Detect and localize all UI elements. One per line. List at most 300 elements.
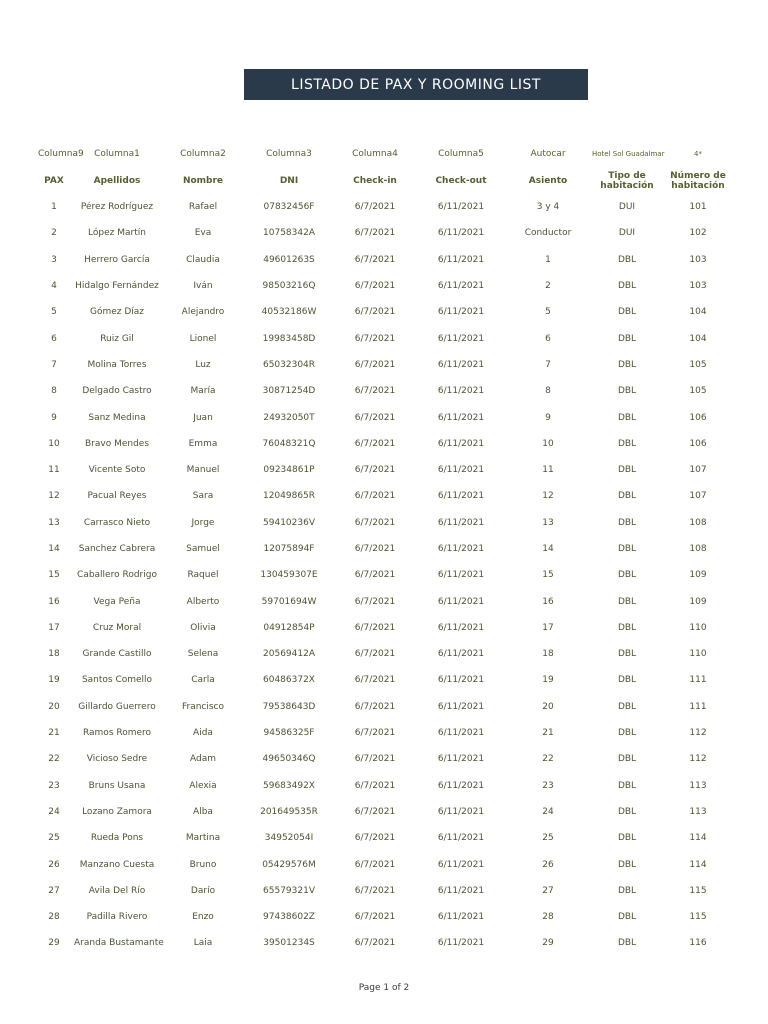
table-cell: DUI [618,228,636,239]
table-row [34,641,734,667]
table-cell: 22 [48,754,60,765]
table-cell: DBL [617,359,637,370]
table-cell: DBL [617,491,637,502]
table-cell: DBL [617,333,637,344]
table-cell: 6/7/2021 [354,254,396,265]
table-row [34,352,734,378]
table-cell: 6/11/2021 [437,859,485,870]
table-cell: 6/7/2021 [354,359,396,370]
table-row [34,773,734,799]
table-cell: 6/7/2021 [354,438,396,449]
table-cell: 24 [48,806,60,817]
table-cell: 201649535R [260,806,318,817]
table-cell: 20 [48,701,60,712]
table-cell: Grande Castillo [82,649,152,660]
table-cell: DBL [617,438,637,449]
table-cell: 113 [689,780,707,791]
table-cell: 105 [689,359,707,370]
table-cell: 6/11/2021 [437,754,485,765]
table-cell: 17 [542,622,554,633]
table-cell: Padilla Rivero [86,912,148,923]
table-cell: 6/7/2021 [354,780,396,791]
table-cell: 6/11/2021 [437,359,485,370]
table-cell: DBL [617,938,637,949]
table-cell: 27 [48,885,60,896]
table-cell: 7 [51,359,57,370]
table-cell: 6/7/2021 [354,333,396,344]
table-row [34,247,734,273]
table-row [34,220,734,246]
table-cell: Bravo Mendes [84,438,150,449]
table-cell: DBL [617,412,637,423]
table-cell: 6/11/2021 [437,675,485,686]
table-cell: 16 [48,596,60,607]
column-name: Columna1 [94,149,140,159]
table-cell: Alberto [186,596,220,607]
table-cell: DBL [617,833,637,844]
table-row [34,878,734,904]
table-cell: 1 [51,202,57,213]
table-cell: 16 [542,596,554,607]
table-cell: 2 [51,228,57,239]
table-cell: DBL [617,544,637,554]
table-cell: 103 [689,254,707,265]
table-cell: 6/11/2021 [437,885,485,896]
table-cell: 6/11/2021 [437,517,485,528]
table-cell: 10758342A [263,228,315,239]
table-cell: Samuel [186,544,220,554]
table-cell: 79538643D [262,701,316,712]
table-cell: 12 [48,491,60,502]
table-cell: 6/11/2021 [437,254,485,265]
table-cell: Aranda Bustamante [74,938,164,949]
table-body [34,194,734,957]
table-cell: 1 [545,254,551,265]
table-cell: 6/11/2021 [437,701,485,712]
table-cell: 8 [545,386,551,397]
header-cell: Check-in [353,176,397,186]
table-row [34,299,734,325]
table-cell: 6/11/2021 [437,570,485,581]
header-cell: DNI [279,176,299,186]
table-cell: 6/11/2021 [437,622,485,633]
table-cell: Rueda Pons [90,833,144,844]
table-cell: 111 [689,701,707,712]
table-cell: 7 [545,359,551,370]
table-row [34,825,734,851]
table-cell: 12049865R [262,491,316,502]
table-cell: Adam [190,754,216,765]
table-cell: 114 [689,859,707,870]
table-cell: 14 [48,544,60,554]
table-cell: 19 [542,675,554,686]
table-cell: Alejandro [181,307,225,318]
table-cell: 18 [542,649,554,660]
table-cell: 25 [542,833,554,844]
table-cell: 20569412A [263,649,315,660]
table-cell: Hidalgo Fernández [75,281,159,292]
table-cell: 105 [689,386,707,397]
header-cell: Check-out [435,176,487,186]
table-cell: Carrasco Nieto [83,517,151,528]
table-row [34,378,734,404]
table-cell: 6/11/2021 [437,386,485,397]
table-cell: 6/7/2021 [354,570,396,581]
table-cell: 09234861P [263,465,315,476]
column-name: Columna5 [438,149,484,159]
table-cell: 110 [689,649,707,660]
table-cell: 04912854P [263,622,315,633]
table-cell: 113 [689,806,707,817]
table-cell: 104 [689,307,707,318]
table-cell: DBL [617,622,637,633]
table-cell: 39501234S [263,938,315,949]
table-cell: 26 [542,859,554,870]
column-name: Columna4 [352,149,398,159]
table-cell: 6/11/2021 [437,912,485,923]
table-cell: Molina Torres [87,359,147,370]
table-cell: 6/7/2021 [354,491,396,502]
table-cell: María [190,386,216,397]
table-cell: 26 [48,859,60,870]
table-cell: López Martín [88,228,146,239]
table-cell: Conductor [524,228,572,239]
table-cell: DBL [617,570,637,581]
column-name: Autocar [530,149,566,159]
table-cell: 10 [48,438,60,449]
table-cell: 05429576M [262,859,316,870]
table-cell: 14 [542,544,554,554]
table-cell: 6/7/2021 [354,806,396,817]
table-cell: 27 [542,885,554,896]
table-cell: 2 [545,281,551,292]
table-cell: DBL [617,701,637,712]
table-cell: 6/7/2021 [354,938,396,949]
header-cell: Tipo de habitación [600,171,654,191]
table-cell: Raquel [187,570,219,581]
table-cell: 12075894F [263,544,315,554]
table-cell: 6/11/2021 [437,228,485,239]
table-cell: 9 [51,412,57,423]
page-footer: Page 1 of 2 [358,983,410,993]
table-cell: 6/7/2021 [354,885,396,896]
table-cell: 28 [542,912,554,923]
table-cell: Juan [193,412,213,423]
table-cell: 104 [689,333,707,344]
table-cell: 115 [689,885,707,896]
table-cell: 24 [542,806,554,817]
column-name: 4* [694,150,702,158]
table-cell: 29 [48,938,60,949]
table-cell: DBL [617,254,637,265]
table-row [34,457,734,483]
table-cell: 107 [689,465,707,476]
table-cell: 4 [51,281,57,292]
table-cell: Enzo [192,912,214,923]
table-cell: 6/11/2021 [437,649,485,660]
table-cell: DBL [617,675,637,686]
table-cell: 6/11/2021 [437,596,485,607]
table-cell: 106 [689,412,707,423]
table-cell: 110 [689,622,707,633]
table-cell: Eva [194,228,212,239]
table-cell: 59701694W [261,596,317,607]
page-title: LISTADO DE PAX Y ROOMING LIST [244,69,588,100]
table-cell: 13 [48,517,60,528]
table-cell: 8 [51,386,57,397]
table-cell: 6 [545,333,551,344]
table-cell: 21 [48,728,60,739]
table-cell: Vicente Soto [88,465,146,476]
table-row [34,904,734,930]
table-cell: Laia [193,938,213,949]
table-cell: Gillardo Guerrero [78,701,156,712]
table-cell: Manuel [186,465,220,476]
table-row [34,510,734,536]
table-cell: 6/7/2021 [354,517,396,528]
table-cell: 18 [48,649,60,660]
table-cell: 9 [545,412,551,423]
table-cell: 13 [542,517,554,528]
table-cell: Ramos Romero [82,728,152,739]
table-cell: 108 [689,544,707,554]
table-cell: 59683492X [263,780,315,791]
table-cell: DBL [617,596,637,607]
header-row [34,168,734,194]
rooming-table [34,140,734,957]
table-cell: 6/7/2021 [354,833,396,844]
table-cell: 6/11/2021 [437,806,485,817]
table-cell: DUI [618,202,636,213]
table-cell: 6/7/2021 [354,386,396,397]
table-cell: Alexia [189,780,217,791]
table-cell: 15 [48,570,60,581]
table-cell: 24932050T [263,412,315,423]
table-row [34,483,734,509]
table-cell: 6/11/2021 [437,833,485,844]
column-name: Columna9 [38,149,84,159]
table-cell: Bruno [189,859,217,870]
table-cell: 49601263S [263,254,315,265]
table-cell: DBL [617,386,637,397]
table-cell: 28 [48,912,60,923]
table-cell: 6/7/2021 [354,675,396,686]
table-cell: 6/7/2021 [354,412,396,423]
table-cell: Ruiz Gil [100,333,134,344]
table-cell: 109 [689,570,707,581]
table-row [34,930,734,956]
table-row [34,851,734,877]
table-cell: 3 y 4 [536,202,560,213]
table-cell: Caballero Rodrigo [77,570,157,581]
table-cell: 6/7/2021 [354,728,396,739]
table-cell: 29 [542,938,554,949]
table-row [34,431,734,457]
table-cell: 107 [689,491,707,502]
column-names-row [34,140,734,168]
table-cell: 6 [51,333,57,344]
table-cell: DBL [617,806,637,817]
table-cell: 103 [689,281,707,292]
table-cell: 65579321V [263,885,315,896]
table-cell: 111 [689,675,707,686]
table-cell: Lozano Zamora [82,806,152,817]
table-cell: 6/7/2021 [354,465,396,476]
table-row [34,536,734,562]
table-cell: DBL [617,780,637,791]
table-cell: DBL [617,754,637,765]
table-cell: Sanz Medina [88,412,146,423]
table-cell: Pérez Rodríguez [80,202,154,213]
table-cell: 5 [51,307,57,318]
table-cell: 106 [689,438,707,449]
table-cell: 108 [689,517,707,528]
table-cell: 6/7/2021 [354,912,396,923]
table-cell: Carla [191,675,215,686]
table-cell: Alba [193,806,213,817]
table-cell: 15 [542,570,554,581]
table-cell: 102 [689,228,707,239]
table-cell: Luz [195,359,211,370]
table-cell: Gómez Díaz [89,307,145,318]
table-cell: Bruns Usana [88,780,146,791]
header-cell: Apellidos [93,176,141,186]
table-row [34,615,734,641]
table-cell: 6/7/2021 [354,281,396,292]
table-cell: 11 [48,465,60,476]
table-cell: DBL [617,517,637,528]
table-cell: Avila Del Río [88,885,146,896]
table-cell: 112 [689,728,707,739]
table-cell: 11 [542,465,554,476]
table-cell: 6/11/2021 [437,780,485,791]
table-cell: 101 [689,202,707,213]
table-cell: 23 [542,780,554,791]
table-row [34,667,734,693]
table-cell: Vega Peña [93,596,141,607]
table-cell: 109 [689,596,707,607]
table-cell: 6/11/2021 [437,281,485,292]
table-cell: DBL [617,859,637,870]
table-row [34,404,734,430]
table-cell: 23 [48,780,60,791]
table-cell: 6/7/2021 [354,228,396,239]
header-cell: Número de habitación [670,171,726,191]
table-cell: 22 [542,754,554,765]
table-cell: Darío [190,885,216,896]
table-cell: Francisco [181,701,225,712]
table-cell: 98503216Q [262,281,316,292]
table-cell: DBL [617,465,637,476]
table-cell: 59410236V [263,517,315,528]
table-cell: 6/7/2021 [354,544,396,554]
table-cell: 97438602Z [263,912,315,923]
table-cell: Herrero García [84,254,150,265]
header-cell: PAX [44,176,64,186]
table-cell: 17 [48,622,60,633]
table-cell: 34952054I [264,833,314,844]
table-cell: 6/11/2021 [437,544,485,554]
table-cell: DBL [617,649,637,660]
table-cell: 19 [48,675,60,686]
table-cell: DBL [617,885,637,896]
table-cell: 5 [545,307,551,318]
table-cell: Cruz Moral [92,622,142,633]
table-cell: 6/7/2021 [354,202,396,213]
table-cell: Rafael [188,202,218,213]
table-row [34,588,734,614]
table-cell: 6/11/2021 [437,465,485,476]
table-cell: 19983458D [262,333,316,344]
table-cell: 76048321Q [262,438,316,449]
column-name: Columna2 [180,149,226,159]
table-cell: 6/11/2021 [437,202,485,213]
table-cell: Lionel [189,333,217,344]
table-cell: Martina [185,833,221,844]
table-cell: 6/11/2021 [437,491,485,502]
table-row [34,325,734,351]
header-cell: Asiento [528,176,568,186]
table-row [34,194,734,220]
table-cell: Manzano Cuesta [79,859,155,870]
table-row [34,273,734,299]
table-row [34,562,734,588]
table-cell: DBL [617,281,637,292]
table-cell: Aida [193,728,213,739]
table-cell: 130459307E [260,570,318,581]
table-cell: 112 [689,754,707,765]
table-cell: 49650346Q [262,754,316,765]
table-cell: Iván [193,281,213,292]
table-cell: 116 [689,938,707,949]
table-row [34,694,734,720]
table-cell: 6/11/2021 [437,728,485,739]
table-cell: 6/11/2021 [437,938,485,949]
table-cell: 6/7/2021 [354,649,396,660]
table-cell: 114 [689,833,707,844]
header-cell: Nombre [182,176,224,186]
table-cell: 25 [48,833,60,844]
table-cell: 65032304R [262,359,316,370]
table-cell: 20 [542,701,554,712]
table-row [34,720,734,746]
table-cell: Santos Comello [81,675,153,686]
table-cell: 40532186W [261,307,317,318]
table-cell: Olivia [190,622,216,633]
table-cell: 6/7/2021 [354,596,396,607]
table-cell: 6/11/2021 [437,307,485,318]
table-cell: Pacual Reyes [87,491,147,502]
table-row [34,746,734,772]
table-cell: 6/11/2021 [437,438,485,449]
table-cell: DBL [617,912,637,923]
table-row [34,799,734,825]
table-cell: 07832456F [263,202,315,213]
table-cell: DBL [617,307,637,318]
table-cell: 6/7/2021 [354,754,396,765]
table-cell: Jorge [191,517,215,528]
table-cell: Selena [187,649,219,660]
table-cell: 6/7/2021 [354,859,396,870]
table-cell: 30871254D [262,386,316,397]
table-cell: 6/11/2021 [437,412,485,423]
table-cell: Sara [192,491,214,502]
table-cell: Claudia [186,254,220,265]
table-cell: 60486372X [263,675,315,686]
table-cell: Emma [188,438,218,449]
table-cell: 115 [689,912,707,923]
table-cell: 3 [51,254,57,265]
